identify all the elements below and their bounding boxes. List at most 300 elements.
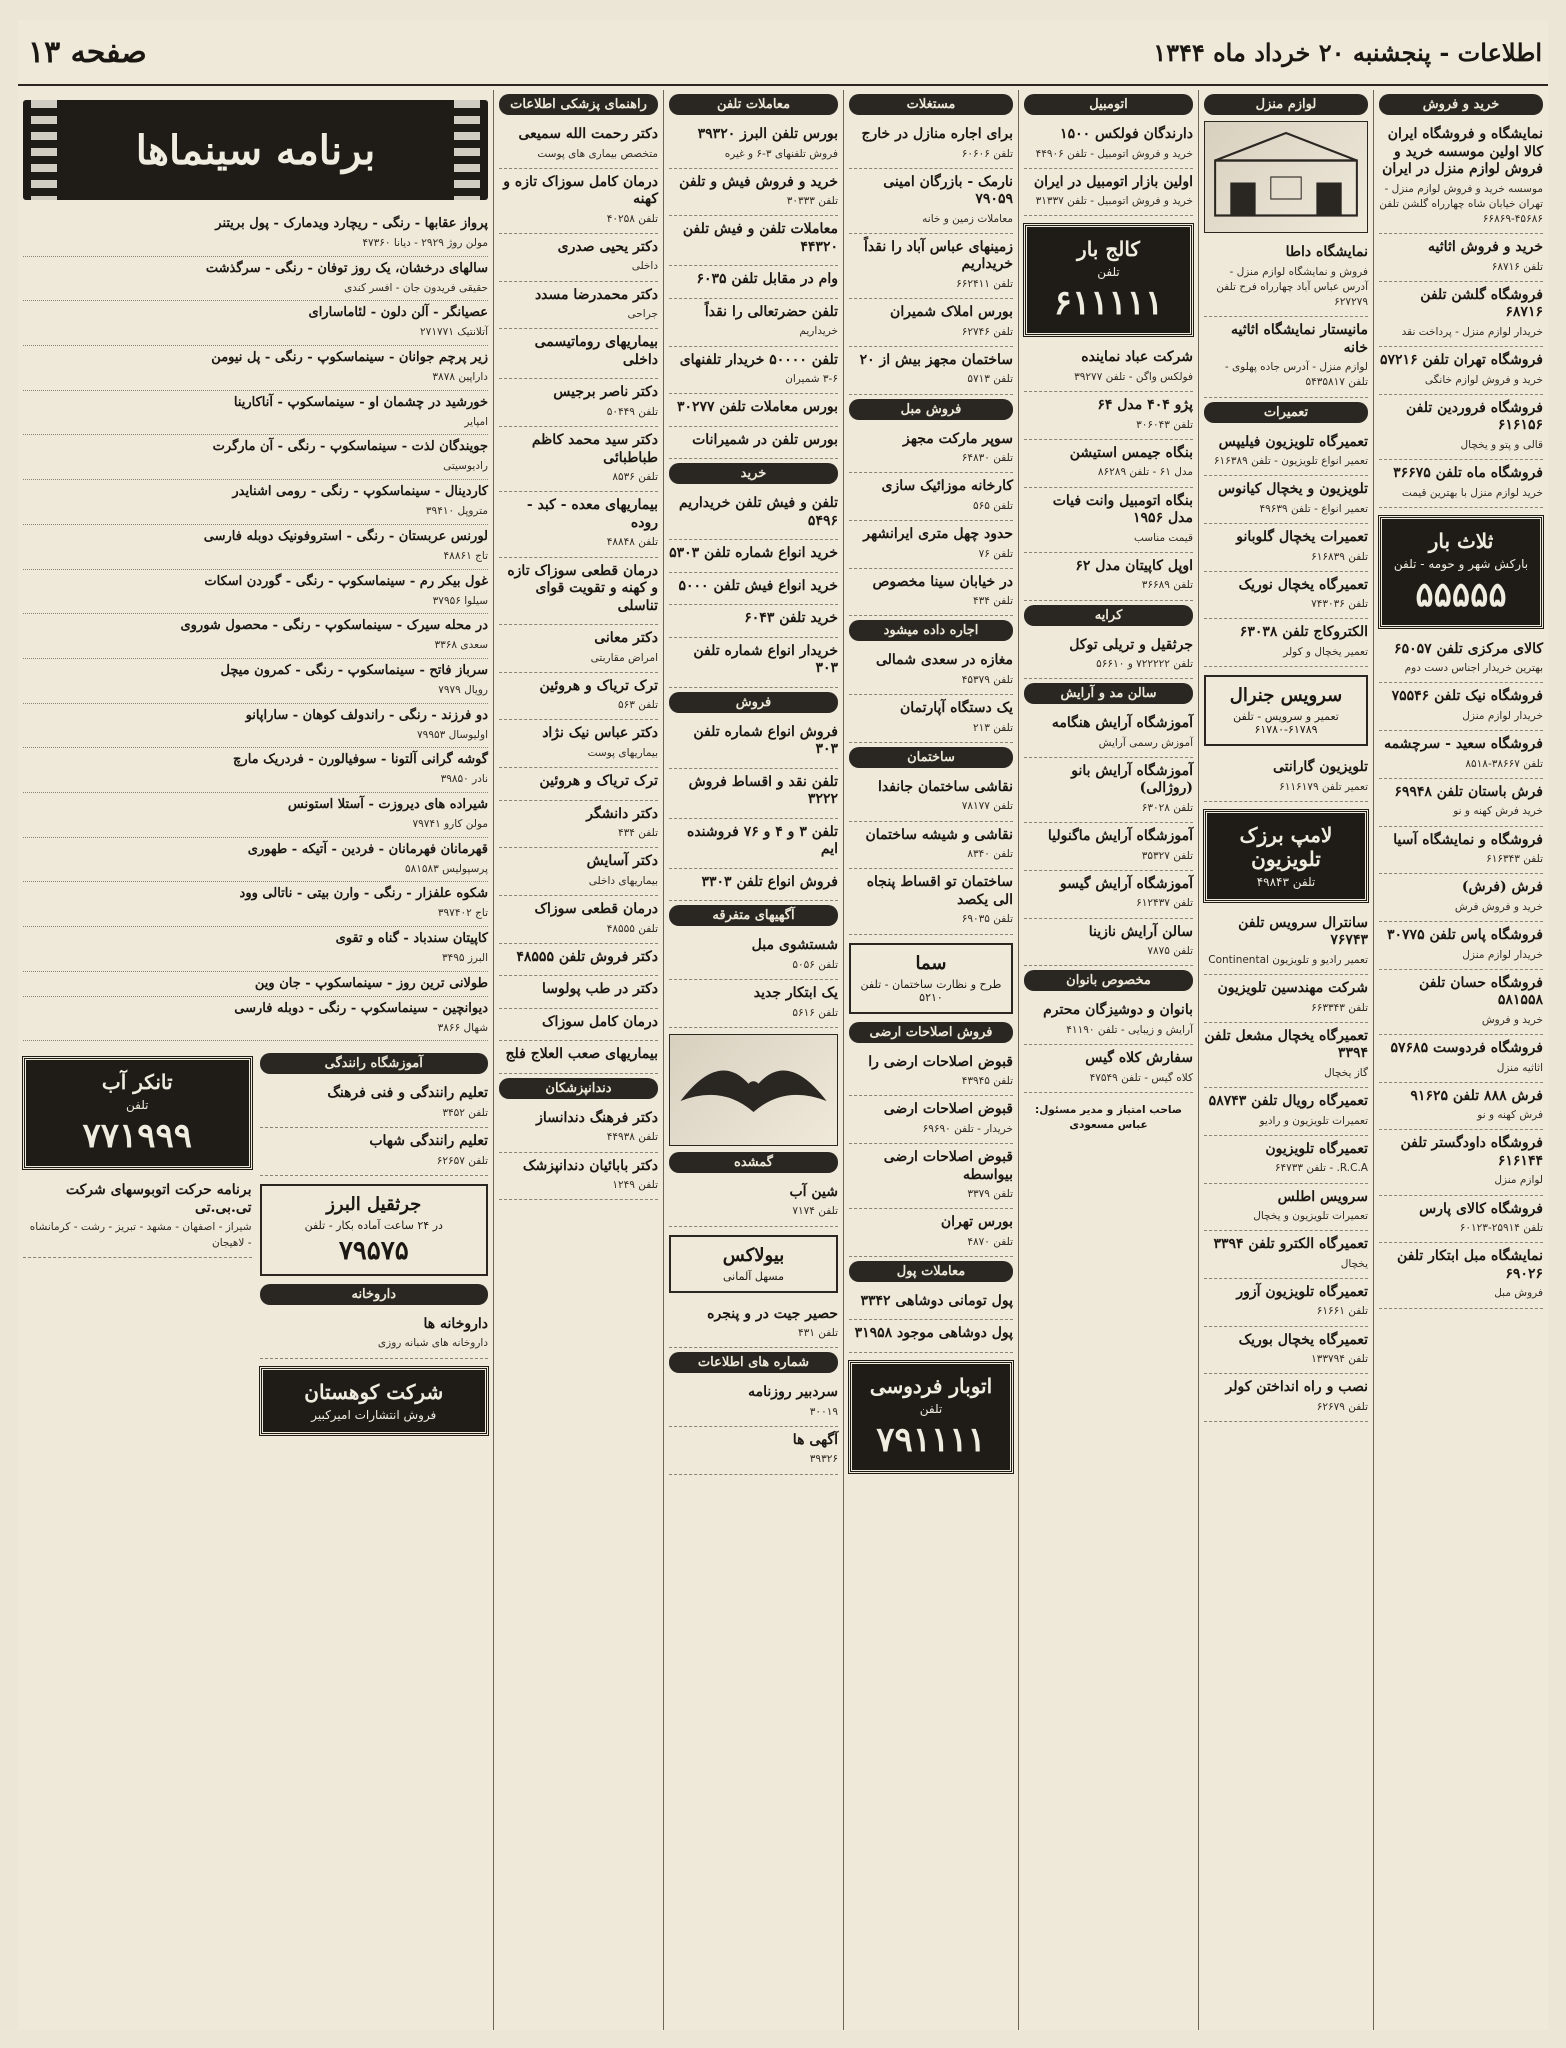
cinema-info: آتلانتیک ۲۷۱۷۷۱ [420,326,488,339]
cinema-listing [23,435,488,480]
ad-title: قبوض اصلاحات ارضی بیواسطه [883,1149,1013,1183]
section-header: فروش اصلاحات ارضی [849,1022,1013,1043]
ad-body: تلفن ۳۵۳۲۷ [1141,849,1193,862]
ad-title: دکتر فروش تلفن ۴۸۵۵۵ [516,948,658,965]
classified-ad [1379,460,1543,508]
ad-body: یخچال [1340,1257,1368,1270]
classified-ad [499,1041,658,1074]
classified-ad [1379,922,1543,970]
ad-title: تعمیرگاه الکترو تلفن ۳۳۹۴ [1213,1236,1368,1253]
classified-ad [1204,1088,1368,1136]
ad-body: تلفن ۴۳۱ [798,1327,838,1340]
frame-ad [260,1184,489,1276]
cinema-info: پرسپولیس ۵۸۱۵۸۳ [404,862,488,875]
section-header: مستغلات [849,94,1013,115]
ad-title: پول تومانی دوشاهی ۳۳۴۲ [860,1292,1013,1309]
ad-body: تلفن ۵۰۴۴۹ [606,405,658,418]
cinema-listing [23,997,488,1042]
ad-body: معاملات زمین و خانه [922,212,1013,225]
bottom-right-block [260,1049,489,1442]
box-ad [1379,516,1543,628]
ad-title: بنگاه جیمس استیشن [1069,444,1193,461]
ad-body: ۳-۶ شمیران [785,373,838,386]
ad-body: آرایش و زیبایی - تلفن ۴۱۱۹۰ [1066,1023,1193,1036]
ad-title: خرید و فروش فیش و تلفن [679,173,838,190]
ad-title: تعمیرگاه تلویزیون آزور [1236,1283,1368,1300]
classified-ad [1379,234,1543,282]
classified-ad [1204,754,1368,802]
ad-body: فروش و نمایشگاه لوازم منزل - آدرس عباس آباد چهارراه فرح تلفن ۶۲۷۲۷۹ [1216,265,1368,308]
classified-ad [1204,429,1368,477]
frame-ad-sub: در ۲۴ ساعت آماده بکار - تلفن [304,1218,443,1232]
film-title: در محله سیرک - سینماسکوپ - رنگی - محصول شوروی [180,618,488,634]
ad-title: شرکت مهندسین تلویزیون [1217,980,1368,997]
cinema-info: مولن کارو ۷۹۷۴۱ [412,817,488,830]
ads-group [669,1301,838,1349]
column-automobiles [1018,90,1198,2030]
frame-ad-sub: طرح و نظارت ساختمان - تلفن ۵۲۱۰ [860,977,1002,1004]
classified-ad [1024,871,1193,919]
ad-title: فروشگاه حسان تلفن ۵۸۱۵۵۸ [1419,974,1543,1009]
film-title: سالهای درخشان، یک روز توفان - رنگی - سرگذشت [205,260,488,276]
classified-ad [669,1379,838,1427]
box-ad-title: لامپ برزک تلویزیون [1239,822,1333,871]
eagle-illustration [669,1034,838,1146]
classified-ad [849,822,1013,870]
ad-title: فروش انواع تلفن ۳۳۰۳ [701,873,838,890]
classified-ad [1024,823,1193,871]
film-title: کاردینال - سینماسکوپ - رنگی - رومی اشنایدر [232,484,488,500]
frame-ad-number: ۷۹۵۷۵ [338,1235,409,1266]
section-header: دندانپزشکان [499,1078,658,1099]
cinema-listing [23,972,488,997]
ads-group [849,1288,1013,1353]
column-buy-sell [1373,90,1548,2030]
classified-ad [499,492,658,557]
ad-body: تلفن ۳۶۶۸۹ [1141,579,1193,592]
ads-group [1024,710,1193,966]
classified-ad [1204,975,1368,1023]
ad-body: تلفن ۵۶۵ [973,499,1013,512]
classified-ad [499,329,658,379]
ad-body: تلفن ۶۲۶۵۷ [436,1154,488,1167]
classified-ad [1024,632,1193,680]
classified-ad [1379,1196,1543,1244]
classified-ad [1024,344,1193,392]
ads-group [849,1049,1013,1257]
ad-body: متخصص بیماری های پوست [537,147,658,160]
column-cinema [18,90,493,2030]
ad-title: نمایشگاه داطا [1285,244,1368,260]
ad-body: داخلی [631,260,658,273]
ad-title: فروشگاه گلشن تلفن ۶۸۷۱۶ [1420,286,1543,321]
cinema-info: سیلوا ۳۷۹۵۶ [432,594,488,607]
ads-group [669,490,838,688]
masthead [18,20,1548,86]
column-telephone [663,90,843,2030]
section-header: معاملات تلفن [669,94,838,115]
classified-ad [260,1080,489,1128]
box-ad-title: اتوبار فردوسی [869,1373,993,1398]
column-real-estate [843,90,1018,2030]
cinema-banner [23,100,488,200]
classified-ad [1204,572,1368,620]
box-ad-number: ۵۵۵۵۵ [1415,574,1507,615]
ad-body: تلفن ۶۳۰۲۸ [1141,801,1193,814]
cinema-listing [23,748,488,793]
ads-group [1024,121,1193,216]
classified-ad [669,819,838,869]
classified-ad [1024,553,1193,601]
ad-title: سرویس اطلس [1277,1188,1368,1205]
classified-ad [669,427,838,460]
classified-ad [1379,683,1543,731]
cinema-info: نادر ۳۹۸۵۰ [440,773,488,786]
cinema-listing [23,301,488,346]
ad-body: گاز یخچال [1324,1066,1368,1079]
classified-ad [849,695,1013,743]
frame-ad-title: سرویس جنرال [1229,685,1343,707]
ad-body: ۳۹۳۲۶ [809,1453,838,1466]
ad-title: معاملات تلفن و فیش تلفن ۴۴۳۲۰ [682,221,838,255]
ad-body: قالی و پتو و یخچال [1460,438,1543,451]
ad-title: اولین بازار اتومبیل در ایران [1033,173,1193,190]
ads-group [260,1311,489,1359]
ad-title: تلویزیون و یخچال کیانوس [1218,481,1368,498]
ad-title: نمایشگاه و فروشگاه ایران کالا اولین موسسه خرید و فروش لوازم منزل در ایران [1382,126,1543,177]
ad-body: خرید و فروش لوازم خانگی [1424,373,1543,386]
classified-ad [1204,524,1368,572]
classified-ad [499,1009,658,1042]
ad-title: بورس تهران [940,1214,1013,1231]
classified-ad [669,121,838,169]
ad-body: قیمت مناسب [1133,531,1193,544]
classified-ad [499,720,658,768]
cinema-listing [23,704,488,749]
film-title: دو فرزند - رنگی - راندولف کوهان - ساراپانو [245,707,488,723]
ad-title: تعلیم رانندگی شهاب [369,1133,488,1150]
ad-title: درمان کامل سوزاک [542,1013,658,1030]
ad-body: R.C.A. - تلفن ۶۴۷۳۳ [1274,1162,1368,1175]
section-header: شماره های اطلاعات [669,1352,838,1373]
section-header: داروخانه [260,1284,489,1305]
ad-title: آموزشگاه آرایش گیسو [1059,875,1193,892]
ad-body: بیماریهای داخلی [588,874,658,887]
film-strip-icon [454,100,480,200]
classified-ad [1204,619,1368,667]
ad-body: تعمیر رادیو و تلویزیون Continental [1208,953,1368,966]
classified-ad [1024,169,1193,217]
classified-ad [669,169,838,217]
ad-body: تلفن ۱۲۴۹ [612,1179,658,1192]
ad-title: دکتر سید محمد کاظم طباطبائی [531,432,658,466]
classified-ad [1024,392,1193,440]
classified-ad [849,569,1013,617]
cinema-info: تاج ۴۸۸۶۱ [443,549,488,562]
section-header: خرید [669,463,838,484]
film-strip-icon [31,100,57,200]
ad-title: بیماریهای صعب العلاج فلج [505,1046,658,1063]
classified-ad [1204,317,1368,397]
classified-ad [1204,1374,1368,1422]
box-ad [849,1361,1013,1473]
ad-body: بهترین خریدار اجناس دست دوم [1404,662,1543,675]
ad-body: آموزش رسمی آرایش [1098,736,1193,749]
classified-ad [499,558,658,626]
ad-title: مغازه در سعدی شمالی [875,652,1013,669]
classified-ad [669,1179,838,1227]
classified-ad [849,1049,1013,1097]
classified-ad [1204,1327,1368,1375]
ad-body: تلفن ۴۴۹۳۸ [606,1131,658,1144]
classified-ad [499,848,658,896]
ad-body: شیراز - اصفهان - مشهد - تبریز - رشت - کرمانشاه - لاهیجان [29,1221,252,1249]
classified-ad [1204,1136,1368,1184]
ad-body: لوازم منزل - آدرس جاده پهلوی - تلفن ۵۴۳۵۸۱۷ [1224,361,1368,389]
ad-body: تلفن ۵۶۱۶ [792,1006,838,1019]
ad-title: دکتر یحیی صدری [557,238,658,255]
section-header: راهنمای پزشکی اطلاعات [499,94,658,115]
classified-ad [1024,440,1193,488]
ad-title: زمینهای عباس آباد را نقداً خریداریم [864,238,1013,273]
ad-title: بیماریهای روماتیسمی داخلی [534,334,658,368]
ads-group [669,1379,838,1474]
ad-title: نصب و راه انداختن کولر [1225,1379,1368,1396]
cinema-info: البرز ۳۴۹۵ [441,952,488,964]
ad-title: تلفن ۵۰۰۰۰ خریدار تلفنهای [679,351,838,368]
cinema-info: امپایر [464,415,488,428]
cinema-listing [23,525,488,570]
box-ad-sub: تلفن ۴۹۸۴۳ [1256,874,1316,889]
ad-title: درمان قطعی سوزاک تازه و کهنه و تقویت قوای تناسلی [507,562,658,614]
ad-body: تلفن ۴۰۲۵۸ [606,212,658,225]
page-number: صفحه ۱۳ [28,34,147,70]
box-ad-title: ثلاث بار [1428,528,1494,553]
ad-body: خرید و فروش اتومبیل - تلفن ۳۱۳۳۷ [1035,195,1193,208]
classified-ad [849,1144,1013,1209]
ad-title: آموزشگاه آرایش بانو (روژالی) [1071,762,1193,797]
ad-title: وام در مقابل تلفن ۶۰۳۵ [696,271,838,288]
frame-ad-title: جرثقیل البرز [326,1193,422,1215]
ad-title: پول دوشاهی موجود ۳۱۹۵۸ [854,1325,1013,1342]
ad-title: کالای مرکزی تلفن ۶۵۰۵۷ [1394,640,1543,657]
ad-title: در خیابان سینا مخصوص [872,573,1013,590]
section-header: گمشده [669,1152,838,1173]
ad-body: تلفن ۴۸۷۰ [967,1235,1013,1248]
cinema-listing [23,257,488,302]
ad-body: تلفن ۴۳۴ [618,827,658,840]
ad-title: بورس تلفن در شمیرانات [692,431,838,448]
section-header: فروش [669,692,838,713]
ad-body: خرید و فروش [1481,1013,1543,1026]
classified-ad [1204,1231,1368,1279]
ad-title: تعلیم رانندگی و فنی فرهنگ [327,1085,488,1102]
box-ad-title: تانکر آب [101,1070,173,1095]
ad-title: جرثقیل و تریلی توکل [1069,636,1193,653]
section-header: سالن مد و آرایش [1024,683,1193,704]
box-ad-title: شرکت کوهستان [304,1379,444,1404]
ads-group [669,1179,838,1227]
ad-title: تعمیرگاه یخچال نوریک [1238,576,1368,593]
ad-title: بیماریهای معده - کبد - روده [526,497,658,531]
classified-ad [849,347,1013,395]
ad-body: فولکس واگن - تلفن ۳۹۲۷۷ [1074,370,1193,383]
ad-body: تلفن ۱۳۳۷۹۴ [1311,1353,1368,1366]
ad-title: تعمیرگاه یخچال بوریک [1238,1331,1368,1348]
classified-ad [669,299,838,347]
ad-body: تلفن ۲۱۳ [973,721,1013,734]
column-medical [493,90,663,2030]
film-title: دیوانچین - سینماسکوپ - رنگی - دوبله فارسی [234,1000,488,1016]
ad-body: تلفن ۴۵۳۷۹ [961,673,1013,686]
ads-group [1204,910,1368,1422]
classified-ad [669,1301,838,1349]
film-title: زیر پرچم جوانان - سینماسکوپ - رنگی - پل نیومن [211,350,488,366]
ad-body: بیماریهای پوست [587,746,658,759]
ad-body: تلفن ۵۶۳ [618,699,658,712]
classified-ad [1024,488,1193,553]
ad-body: خرید و فروش فرش [1454,900,1543,913]
classified-ad [849,473,1013,521]
ad-title: فروشگاه سعید - سرچشمه [1384,736,1543,753]
ads-group [1204,429,1368,668]
ad-title: فروشگاه فردوست ۵۷۶۸۵ [1390,1040,1543,1056]
ad-body: خریدار لوازم منزل [1462,948,1543,961]
section-header: کرایه [1024,605,1193,626]
ad-title: فروشگاه ماه تلفن ۳۶۶۷۵ [1393,465,1543,482]
ad-title: تعمیرات یخچال گلوبانو [1236,529,1368,546]
ad-body: تلفن ۶۶۲۴۱۱ [956,277,1013,290]
ad-body: خریدار - تلفن ۶۹۶۹۰ [922,1122,1013,1135]
film-title: سرباز فاتح - سینماسکوپ - رنگی - کمرون میچل [220,662,488,678]
ad-title: خرید و فروش اثاثیه [1428,239,1543,256]
ads-group [849,121,1013,395]
ad-title: تعمیرگاه یخچال مشعل تلفن ۳۳۹۴ [1204,1027,1368,1062]
ad-body: فروش مبل [1494,1287,1543,1300]
ad-title: بورس معاملات تلفن ۳۰۲۷۷ [676,399,838,416]
frame-ad [1204,675,1368,746]
film-title: شیراده های دیروزت - آستلا استونس [287,796,488,812]
ad-title: درمان کامل سوزاک تازه و کهنه [503,173,658,208]
ad-body: داروخانه های شبانه روزی [377,1337,488,1350]
classified-ad [1204,910,1368,975]
classified-ad [849,299,1013,347]
ad-body: تلفن ۳۰۶۰۴۳ [1136,418,1193,431]
newspaper-page [18,20,1548,2030]
ad-body: تلفن ۴۸۵۵۵ [606,922,658,935]
ad-body: ۳۰۰۱۹ [809,1405,838,1418]
classified-ad [669,347,838,395]
ad-title: دکتر رحمت الله سمیعی [518,126,658,142]
film-title: عصیانگر - آلن دلون - لئاماسارای [308,305,488,321]
classified-ad [23,1177,252,1257]
ad-body: خریدار لوازم منزل [1462,709,1543,722]
ads-group [499,121,658,1074]
ad-title: نقاشی و شیشه ساختمان [865,826,1013,843]
ad-body: تلفن ۶۱۲۴۳۷ [1136,897,1193,910]
ad-title: تلفن حضرتعالی را نقداً [704,303,838,320]
cinema-listing [23,659,488,704]
ad-title: برنامه حرکت اتوبوسهای شرکت تی.بی.تی [65,1182,252,1216]
frame-ad-sub: مسهل آلمانی [723,1269,784,1283]
cinema-info: شهال ۳۸۶۶ [437,1021,488,1034]
ad-title: کارخانه موزائیک سازی [881,478,1013,495]
ad-body: تلفن ۷۸۱۷۷ [961,800,1013,813]
film-title: قهرمانان فهرمانان - فردین - آتیکه - طهوری [247,841,488,857]
classified-ad [669,266,838,299]
classified-ad [849,169,1013,234]
ad-title: فروشگاه کالای پارس [1419,1200,1543,1217]
columns [18,90,1548,2030]
classified-ad [1379,347,1543,395]
ad-body: امراض مقاربتی [590,651,658,664]
cinema-info: حقیقی فریدون جان - افسر کندی [344,281,488,294]
ad-title: فرش باستان تلفن ۶۹۹۴۸ [1394,783,1543,800]
frame-ad-title: سما [915,952,947,974]
ad-body: کلاه گیس - تلفن ۴۷۵۴۹ [1089,1071,1193,1084]
ad-body: تلفن ۲۵۹۱۴-۶۰۱۲۳ [1459,1222,1543,1235]
cinema-listing [23,391,488,436]
classified-ad [1379,1130,1543,1195]
cinema-info: مولن روژ ۲۹۲۹ - دیانا ۴۷۳۶۰ [362,237,488,249]
box-ad-title: کالج بار [1077,237,1140,262]
ad-title: دکتر بابائیان دندانپزشک [522,1157,658,1174]
ads-group [260,1080,489,1175]
box-ad-number: ۷۷۱۹۹۹ [82,1116,193,1157]
ads-group [1024,632,1193,680]
classified-ad [669,769,838,819]
ad-title: فروشگاه پاس تلفن ۳۰۷۷۵ [1387,927,1543,944]
classified-ad [849,1320,1013,1353]
ad-title: دکتر عباس نیک نژاد [542,725,658,742]
box-ad-number: ۷۹۱۱۱۱ [876,1419,986,1460]
classified-ad [499,1153,658,1201]
box-ad-sub: تلفن [125,1098,149,1113]
classified-ad [1024,1045,1193,1093]
cinema-listing [23,346,488,391]
ad-body: مدل ۶۱ - تلفن ۸۶۲۸۹ [1097,466,1193,479]
box-ad-sub: تلفن [1097,265,1120,280]
box-ad-sub: فروش انتشارات امیرکبیر [311,1407,437,1422]
classified-ad [260,1128,489,1176]
classified-ad [1204,239,1368,317]
ad-title: دکتر فرهنگ دندانساز [536,1109,658,1126]
ad-title: خرید انواع شماره تلفن ۵۳۰۳ [669,545,838,562]
ads-group [1379,121,1543,508]
ad-title: تلفن ۳ و ۴ و ۷۶ فروشنده ایم [687,823,838,858]
ad-title: تعمیرگاه تلویزیون فیلیپس [1218,433,1368,450]
ad-title: شرکت عباد نماینده [1081,349,1193,366]
ad-title: سالن آرایش نازینا [1088,923,1193,940]
section-header: اتومبیل [1024,94,1193,115]
ad-title: شستشوی مبل [751,937,838,954]
classified-ad [1204,476,1368,524]
cinema-listing [23,927,488,972]
classified-ad [849,1288,1013,1321]
ad-title: بنگاه اتومبیل وانت فیات مدل ۱۹۵۶ [1052,492,1193,527]
ad-title: فروشگاه تهران تلفن ۵۷۲۱۶ [1380,352,1543,369]
film-title: جویندگان لذت - سینماسکوپ - رنگی - آن مارگرت [212,439,488,455]
classified-ad [499,896,658,944]
ads-group [1024,997,1193,1092]
cinema-info: اولیوسال ۷۹۹۵۳ [417,728,488,741]
film-title: شکوه علفزار - رنگی - وارن بیتی - ناتالی وود [239,886,488,902]
classified-ad [499,282,658,330]
ads-group [849,774,1013,935]
ad-body: تلفن ۵۰۵۶ [792,958,838,971]
ads-group [499,1105,658,1200]
ad-body: خریداریم [799,325,838,338]
